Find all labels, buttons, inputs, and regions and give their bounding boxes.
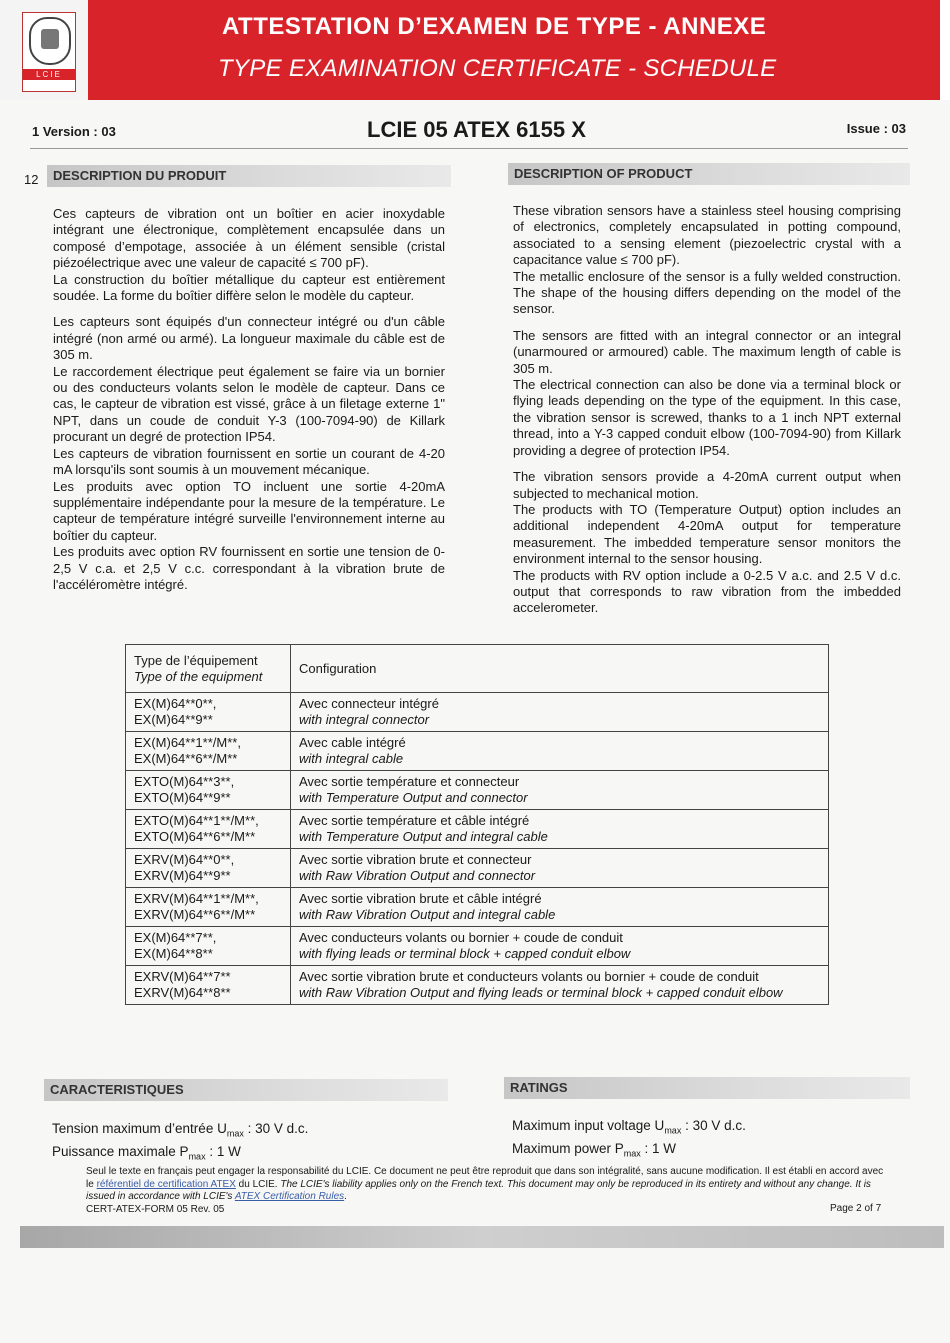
type-code: EXTO(M)64**1**/M**, (134, 813, 259, 828)
paragraph: The sensors are fitted with an integral connector or an integral (unarmoured or armoured) cable. The maximum length of cable is 305 m. (513, 327, 901, 376)
rating-power-en: Maximum power $P_{max}$ : 1 W (512, 1140, 677, 1159)
config-en: with Raw Vibration Output and integral cable (299, 907, 556, 922)
footer-bar (20, 1226, 944, 1248)
config-fr: Avec conducteurs volants ou bornier + coude de conduit (299, 930, 623, 945)
paragraph: Le raccordement électrique peut également se faire via un bornier ou des conducteurs volants selon le modèle de capteur. Dans ce cas, le capteur de vibration est vissé, grâce à un filetage externe 1" NPT, dans un coude de conduit Y-3 (100-7094-90) de Killark procurant un degré de protection IP54. (53, 363, 445, 445)
paragraph: The products with TO (Temperature Output) option includes an additional independent 4-20mA output for temperature measurement. The imbedded temperature sensor monitors the environment internal to the sensor housing. (513, 501, 901, 567)
section-number: 12 (24, 172, 39, 187)
shield-icon (29, 17, 71, 65)
atex-referential-link[interactable]: référentiel de certification ATEX (96, 1178, 236, 1190)
paragraph: Les produits avec option RV fournissent en sortie une tension de 0-2,5 V c.a. et 2,5 V c.c. correspondant à la vibration brute de l'accéléromètre intégré. (53, 544, 445, 592)
char-fr-title: CARACTERISTIQUES (44, 1079, 448, 1101)
config-fr: Avec sortie vibration brute et conducteurs volants ou bornier + coude de conduit (299, 969, 759, 984)
divider (30, 148, 908, 149)
rating-power-fr: Puissance maximale $P_{max}$ : 1 W (52, 1143, 241, 1162)
type-code: EXTO(M)64**9** (134, 790, 231, 805)
configuration (291, 810, 829, 849)
type-code: EXTO(M)64**3**, (134, 774, 235, 789)
type-code: EX(M)64**1**/M**, (134, 735, 241, 750)
table-row (126, 888, 829, 927)
type-code: EXRV(M)64**9** (134, 868, 231, 883)
type-code: EXRV(M)64**6**/M** (134, 907, 256, 922)
rating-voltage-fr: Tension maximum d’entrée $U_{max}$ : 30 V d.c. (52, 1121, 309, 1139)
type-code: EXRV(M)64**8** (134, 985, 231, 1000)
equipment-table (125, 644, 829, 1005)
config-fr: Avec sortie température et câble intégré (299, 813, 530, 828)
page-number: Page 2 of 7 (830, 1203, 882, 1214)
paragraph: La construction du boîtier métallique du capteur est entièrement soudée. La forme du boîtier diffère selon le modèle du capteur. (53, 271, 445, 304)
table-row (126, 849, 829, 888)
type-code: EXRV(M)64**1**/M**, (134, 891, 259, 906)
config-en: with flying leads or terminal block + capped conduit elbow (299, 946, 631, 961)
logo-text: LCIE (23, 69, 75, 80)
equipment-type (126, 771, 291, 810)
desc-fr-title: DESCRIPTION DU PRODUIT (47, 165, 451, 187)
header-type (126, 645, 291, 693)
equipment-type (126, 849, 291, 888)
table-row (126, 966, 829, 1005)
configuration (291, 771, 829, 810)
table-row (126, 927, 829, 966)
configuration (291, 966, 829, 1005)
equipment-type (126, 810, 291, 849)
config-fr: Avec sortie vibration brute et câble intégré (299, 891, 542, 906)
paragraph: These vibration sensors have a stainless steel housing comprising of electronics, completely encapsulated in potting compound, associated to a sensing element (piezoelectric crystal with a capacitance value ≤ 700 pF). (513, 203, 901, 268)
table-row (126, 732, 829, 771)
type-code: EX(M)64**9** (134, 712, 213, 727)
config-en: with Raw Vibration Output and flying leads or terminal block + capped conduit elbow (299, 985, 783, 1000)
table-row (126, 693, 829, 732)
table-header-row (126, 645, 829, 693)
table-row (126, 771, 829, 810)
footer-note: Seul le texte en français peut engager la responsabilité du LCIE. Ce document ne peut être reproduit que dans son intégralité, sans aucune modification. Il est établi en accord avec le référentiel de certification ATEX du LCIE. The LCIE's liability applies only on the French text. This document may only be reproduced in its entirety and without any change. It is issued in accordance with LCIE's ATEX Certification Rules. CERT-ATEX-FORM 05 Rev. 05 (86, 1166, 886, 1216)
paragraph: Les produits avec option TO incluent une sortie 4-20mA supplémentaire indépendante pour la mesure de la température. Le capteur de température intégré surveille l'environnement interne au boîtier du capteur. (53, 478, 445, 543)
equipment-type (126, 888, 291, 927)
desc-fr-text (53, 206, 445, 593)
rating-voltage-en: Maximum input voltage $U_{max}$ : 30 V d.c. (512, 1118, 746, 1136)
config-en: with Temperature Output and connector (299, 790, 528, 805)
config-fr: Avec sortie température et connecteur (299, 774, 520, 789)
paragraph: The metallic enclosure of the sensor is a fully welded construction. The shape of the housing differs depending on the model of the sensor. (513, 268, 901, 317)
paragraph: The electrical connection can also be done via a terminal block or flying leads depending on the type of the equipment. In this case, the vibration sensor is screwed, thanks to a 1 inch NPT external thread, into a Y-3 capped conduit elbow (100-7094-90) from Killark providing a degree of protection IP54. (513, 377, 901, 458)
type-code: EX(M)64**8** (134, 946, 213, 961)
paragraph: The products with RV option include a 0-2.5 V a.c. and 2.5 V d.c. output that corresponds to raw vibration from the imbedded accelerometer. (513, 567, 901, 616)
desc-en-title: DESCRIPTION OF PRODUCT (508, 163, 910, 185)
configuration (291, 927, 829, 966)
header-type-fr: Type de l’équipement (134, 652, 258, 668)
equipment-type (126, 732, 291, 771)
type-code: EX(M)64**0**, (134, 696, 217, 711)
header-type-en: Type of the equipment (134, 668, 263, 684)
form-reference: CERT-ATEX-FORM 05 Rev. 05 (86, 1203, 225, 1215)
type-code: EXRV(M)64**0**, (134, 852, 235, 867)
paragraph: Les capteurs de vibration fournissent en sortie un courant de 4-20 mA lorsqu'ils sont soumis à un mouvement mécanique. (53, 445, 445, 478)
configuration (291, 888, 829, 927)
header-banner (0, 0, 950, 100)
lcie-logo (22, 12, 76, 92)
ratings-en (512, 1117, 746, 1162)
char-en-title: RATINGS (504, 1077, 910, 1099)
certificate-number: LCIE 05 ATEX 6155 X (367, 117, 586, 142)
configuration (291, 732, 829, 771)
type-code: EXTO(M)64**6**/M** (134, 829, 256, 844)
equipment-type (126, 693, 291, 732)
desc-en-text (513, 203, 901, 617)
config-en: with Temperature Output and integral cable (299, 829, 548, 844)
config-en: with Raw Vibration Output and connector (299, 868, 536, 883)
config-fr: Avec sortie vibration brute et connecteur (299, 852, 532, 867)
table-row (126, 810, 829, 849)
type-code: EXRV(M)64**7** (134, 969, 231, 984)
equipment-type (126, 927, 291, 966)
version-label: 1 Version : 03 (32, 124, 116, 139)
configuration (291, 693, 829, 732)
type-code: EX(M)64**7**, (134, 930, 217, 945)
paragraph: The vibration sensors provide a 4-20mA current output when subjected to mechanical motion. (513, 469, 901, 501)
header-config: Configuration (291, 645, 829, 693)
equipment-type (126, 966, 291, 1005)
config-en: with integral connector (299, 712, 430, 727)
atex-rules-link[interactable]: ATEX Certification Rules (234, 1191, 345, 1202)
paragraph: Les capteurs sont équipés d'un connecteur intégré ou d'un câble intégré (non armé ou armé). La longueur maximale du câble est de 305 m. (53, 314, 445, 363)
configuration (291, 849, 829, 888)
ratings-fr (52, 1120, 308, 1165)
title-fr: ATTESTATION D’EXAMEN DE TYPE - ANNEXE (222, 13, 767, 40)
issue-label: Issue : 03 (846, 121, 906, 136)
paragraph: Ces capteurs de vibration ont un boîtier en acier inoxydable intégrant une électronique, complètement encapsulée dans un composé d’empotage, associée à un élément sensible (cristal piézoélectrique avec une valeur de capacité ≤ 700 pF). (53, 206, 445, 271)
config-fr: Avec cable intégré (299, 735, 406, 750)
title-en: TYPE EXAMINATION CERTIFICATE - SCHEDULE (218, 55, 777, 82)
type-code: EX(M)64**6**/M** (134, 751, 238, 766)
config-en: with integral cable (299, 751, 404, 766)
config-fr: Avec connecteur intégré (299, 696, 439, 711)
